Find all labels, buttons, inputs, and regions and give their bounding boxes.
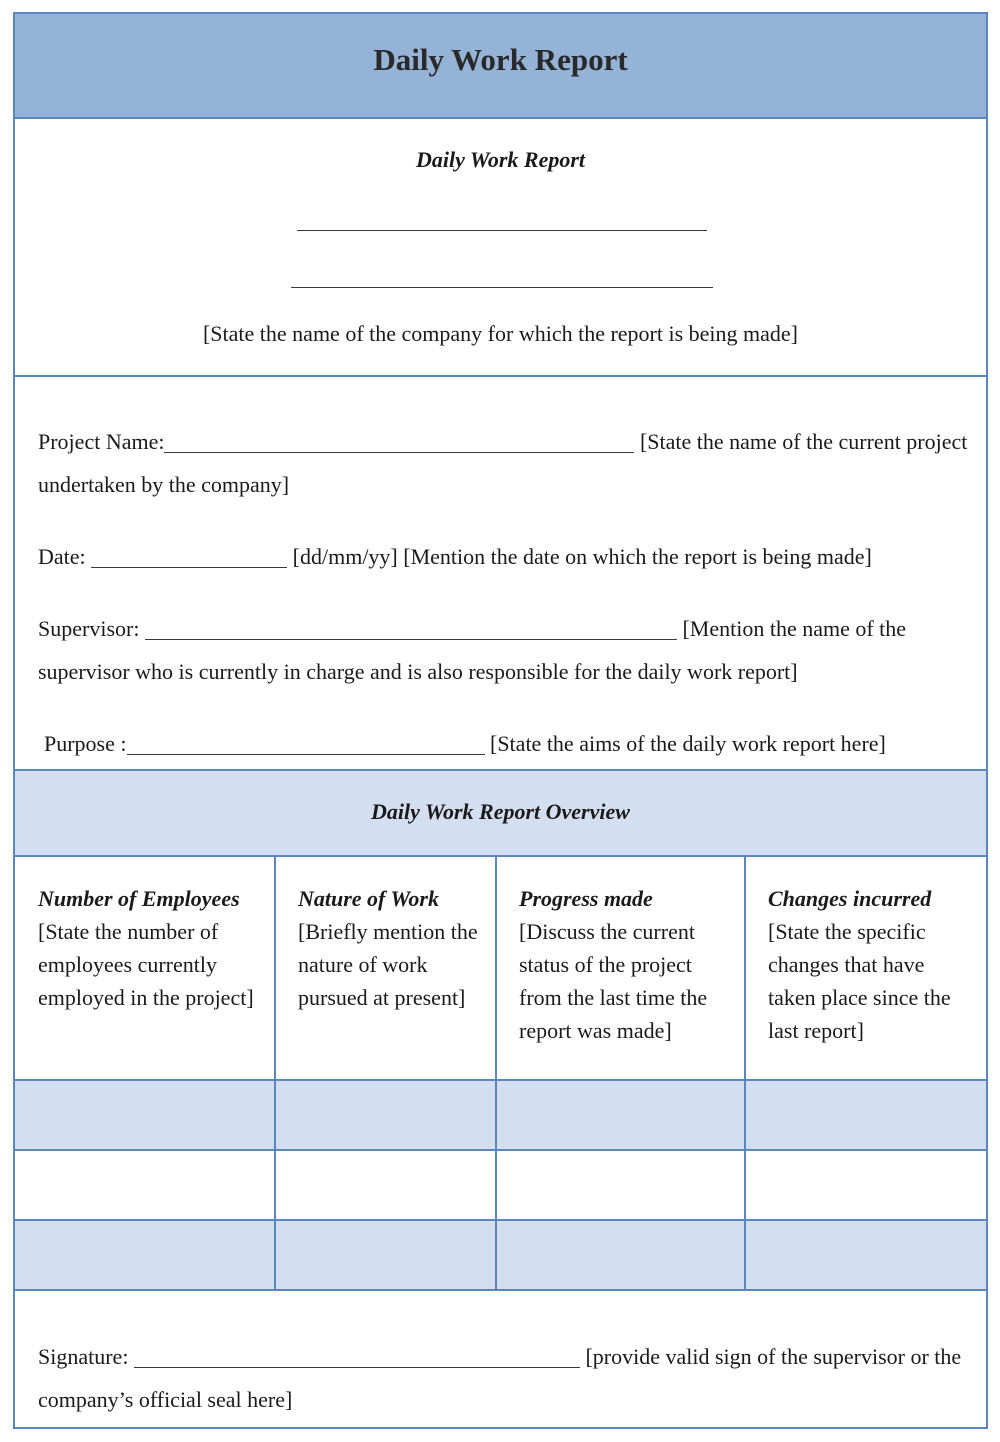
column-heading: Progress made [519, 886, 653, 911]
signature-field [38, 1335, 968, 1421]
divider [15, 1149, 986, 1151]
overview-band [15, 771, 986, 855]
column-header-nature [298, 882, 483, 1014]
table-row[interactable] [15, 1221, 986, 1289]
purpose-note: [State the aims of the daily work report here] [490, 731, 886, 756]
company-name-line-2[interactable] [291, 287, 713, 288]
report-title: Daily Work Report [373, 42, 628, 77]
column-heading: Changes incurred [768, 886, 932, 911]
column-divider [744, 855, 746, 1291]
table-row[interactable] [15, 1081, 986, 1149]
supervisor-field [38, 607, 968, 693]
supervisor-label: Supervisor: [38, 616, 140, 641]
overview-title: Daily Work Report Overview [371, 799, 630, 824]
purpose-input[interactable] [127, 726, 485, 755]
project-field [38, 420, 968, 506]
company-name-line-1[interactable] [297, 230, 707, 231]
column-header-employees [38, 882, 260, 1014]
column-note: [State the specific changes that have taken place since the last report] [768, 919, 951, 1043]
divider [15, 117, 986, 119]
date-input[interactable] [91, 539, 287, 568]
signature-label: Signature: [38, 1344, 129, 1369]
date-format: [dd/mm/yy] [292, 544, 398, 569]
project-label: Project Name: [38, 429, 165, 454]
column-divider [274, 855, 276, 1291]
column-heading: Number of Employees [38, 886, 240, 911]
intro-subtitle: Daily Work Report [415, 147, 586, 172]
project-name-input[interactable] [164, 424, 634, 453]
title-band [15, 14, 986, 117]
column-note: [Discuss the current status of the project from the last time the report was made] [519, 919, 708, 1043]
date-field [38, 535, 968, 578]
column-note: [State the number of employees currently employed in the project] [38, 919, 254, 1010]
divider [15, 1289, 986, 1291]
divider [15, 855, 986, 857]
date-label: Date: [38, 544, 86, 569]
supervisor-input[interactable] [145, 611, 677, 640]
signature-input[interactable] [134, 1339, 580, 1368]
signature-note: [provide valid sign of the supervisor or the company’s official seal here] [38, 1344, 962, 1412]
divider [15, 375, 986, 377]
column-header-changes [768, 882, 973, 1047]
column-divider [495, 855, 497, 1291]
purpose-label: Purpose : [44, 731, 127, 756]
divider [15, 1079, 986, 1081]
date-note: [Mention the date on which the report is being made] [403, 544, 872, 569]
supervisor-note: [Mention the name of the supervisor who is currently in charge and is also responsible for the daily work report] [38, 616, 907, 684]
purpose-field [44, 722, 974, 765]
project-note: [State the name of the current project undertaken by the company] [38, 429, 968, 497]
report-form [13, 12, 988, 1429]
company-note: [State the name of the company for which the report is being made] [202, 321, 799, 346]
divider [15, 1219, 986, 1221]
column-heading: Nature of Work [298, 886, 439, 911]
column-note: [Briefly mention the nature of work pursued at present] [298, 919, 478, 1010]
column-header-progress [519, 882, 734, 1047]
